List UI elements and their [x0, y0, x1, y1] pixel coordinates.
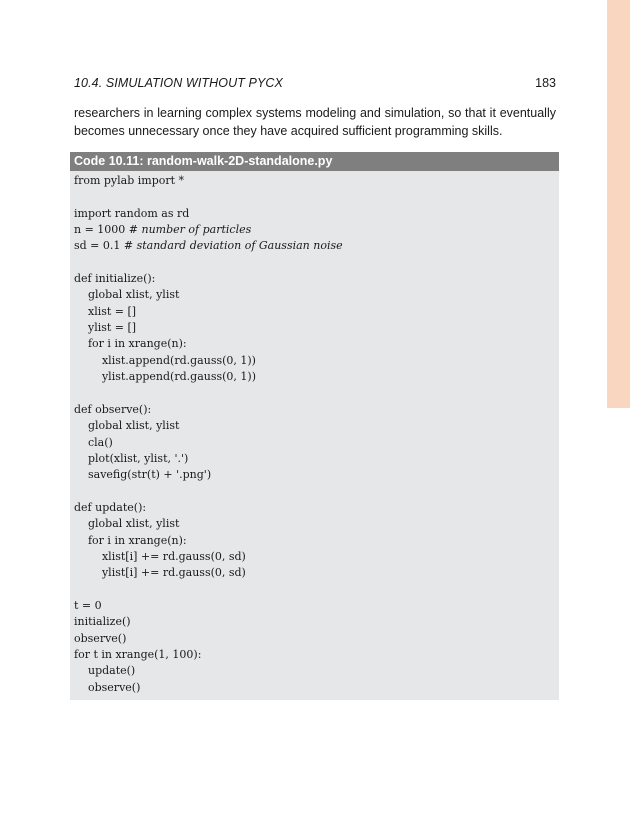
code-text: from pylab import * — [74, 174, 185, 187]
code-text: xlist[i] += rd.gauss(0, sd) — [74, 549, 246, 563]
code-text: ylist.append(rd.gauss(0, 1)) — [74, 370, 256, 384]
code-listing-title: Code 10.11: random-walk-2D-standalone.py — [70, 152, 559, 171]
code-line — [74, 647, 554, 663]
code-text: n = 1000 — [74, 223, 129, 237]
code-lines — [74, 173, 554, 696]
code-text: observe() — [74, 631, 127, 645]
code-line — [74, 304, 554, 320]
code-text: initialize() — [74, 615, 131, 629]
running-header — [74, 75, 556, 91]
code-line — [74, 418, 554, 434]
code-line — [74, 402, 554, 418]
code-line — [74, 435, 554, 451]
code-line — [74, 451, 554, 467]
code-text: ylist = [] — [74, 321, 137, 335]
code-line — [74, 287, 554, 303]
code-line — [74, 206, 554, 222]
code-text: xlist = [] — [74, 304, 137, 318]
code-text: t = 0 — [74, 598, 102, 612]
code-line — [74, 385, 554, 401]
code-line — [74, 582, 554, 598]
code-comment: # standard deviation of Gaussian noise — [123, 239, 343, 253]
code-text: sd = 0.1 — [74, 239, 124, 253]
code-line — [74, 467, 554, 483]
page-number: 183 — [535, 76, 556, 90]
code-text: def observe(): — [74, 402, 152, 416]
code-line — [74, 500, 554, 516]
code-text: cla() — [74, 435, 113, 449]
code-line — [74, 255, 554, 271]
code-line — [74, 320, 554, 336]
code-line — [74, 614, 554, 630]
code-text: def initialize(): — [74, 272, 156, 286]
code-line — [74, 369, 554, 385]
code-line — [74, 663, 554, 679]
code-text: savefig(str(t) + '.png') — [74, 468, 212, 482]
code-comment: # number of particles — [128, 223, 252, 237]
code-line — [74, 565, 554, 581]
code-text: global xlist, ylist — [74, 288, 180, 302]
code-text: xlist.append(rd.gauss(0, 1)) — [74, 353, 256, 367]
code-text: plot(xlist, ylist, '.') — [74, 451, 189, 465]
code-text: global xlist, ylist — [74, 517, 180, 531]
code-line — [74, 222, 554, 238]
code-text: for i in xrange(n): — [74, 533, 187, 547]
code-line — [74, 631, 554, 647]
code-text: def update(): — [74, 500, 147, 514]
code-text: import random as rd — [74, 206, 190, 220]
code-text: update() — [74, 664, 136, 678]
code-text: ylist[i] += rd.gauss(0, sd) — [74, 566, 246, 580]
code-listing — [70, 152, 559, 700]
code-text: observe() — [74, 680, 141, 694]
chapter-side-tab — [607, 0, 630, 408]
code-text: global xlist, ylist — [74, 419, 180, 433]
code-text: for t in xrange(1, 100): — [74, 647, 202, 661]
code-line — [74, 271, 554, 287]
code-line — [74, 598, 554, 614]
body-paragraph: researchers in learning complex systems modeling and simulation, so that it eventually becomes unnecessary once they have acquired sufficient programming skills. — [74, 106, 556, 138]
code-line — [74, 680, 554, 696]
code-line — [74, 484, 554, 500]
code-line — [74, 533, 554, 549]
code-line — [74, 549, 554, 565]
code-line — [74, 336, 554, 352]
code-line — [74, 516, 554, 532]
code-text: for i in xrange(n): — [74, 337, 187, 351]
code-line — [74, 173, 554, 189]
section-title: 10.4. SIMULATION WITHOUT PYCX — [74, 76, 283, 90]
code-line — [74, 353, 554, 369]
code-line — [74, 238, 554, 254]
code-line — [74, 189, 554, 205]
